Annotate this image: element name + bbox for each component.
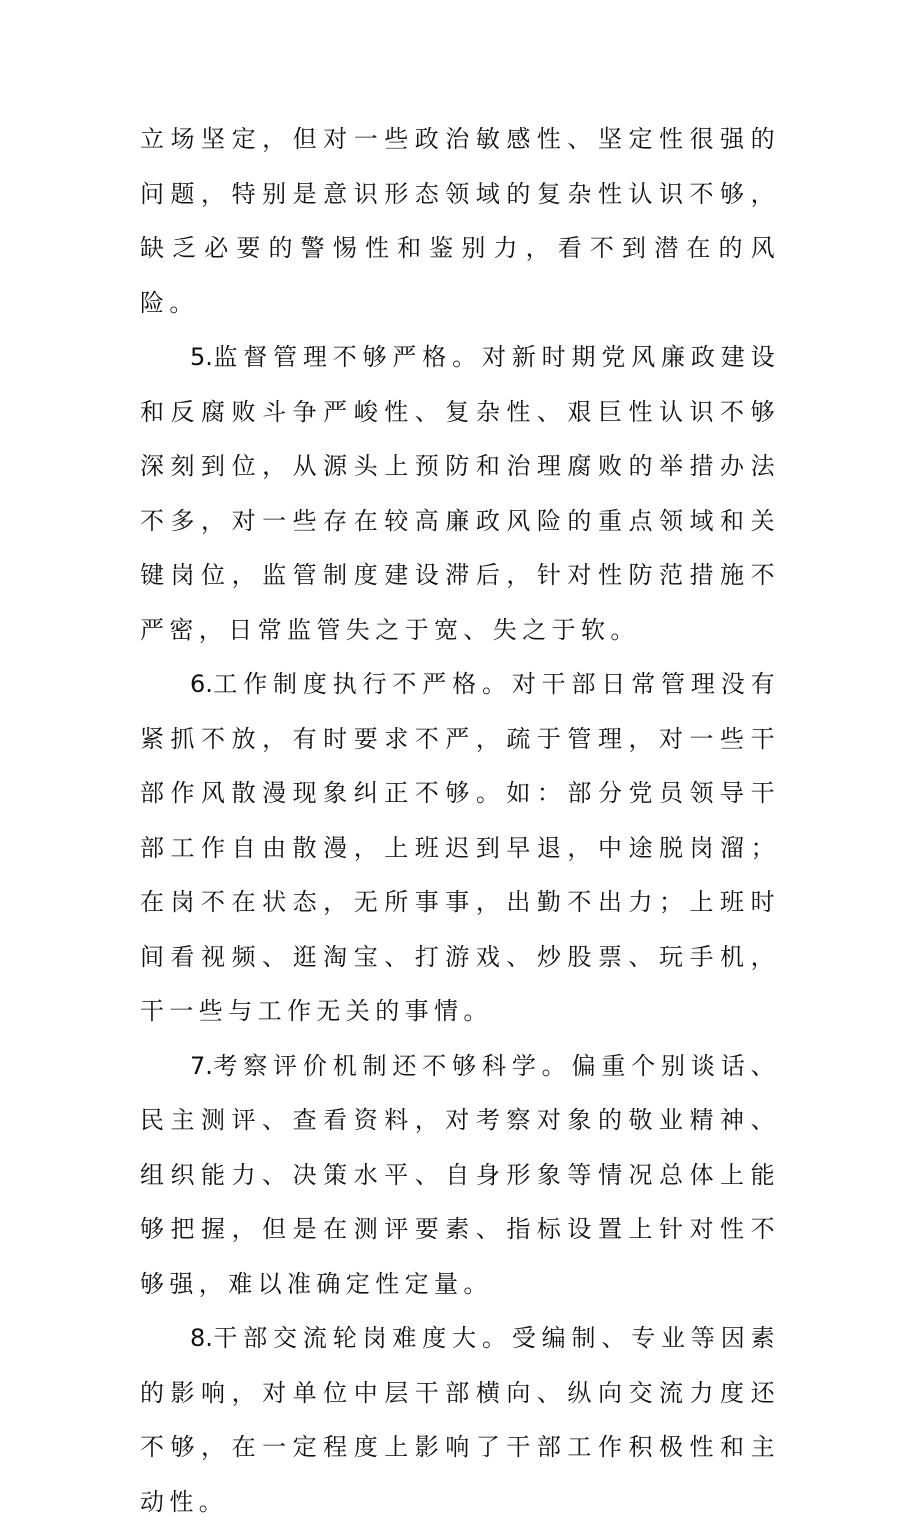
paragraph-number: 8.	[190, 1324, 213, 1352]
paragraph-text: 工作制度执行不严格。对干部日常管理没有紧抓不放，有时要求不严，疏于管理，对一些干部作风散漫现象纠正不够。如：部分党员领导干部工作自由散漫，上班迟到早退，中途脱岗溜；在岗不在状态，无所事事，出勤不出力；上班时间看视频、逛淘宝、打游戏、炒股票、玩手机，干一些与工作无关的事情。	[140, 670, 780, 1025]
paragraph-item-7	[140, 1039, 780, 1312]
paragraph-item-8	[140, 1311, 780, 1529]
paragraph-text: 立场坚定，但对一些政治敏感性、坚定性很强的问题，特别是意识形态领域的复杂性认识不够，缺乏必要的警惕性和鉴别力，看不到潜在的风险。	[140, 125, 780, 317]
paragraph-item-5	[140, 330, 780, 657]
paragraph-continuation	[140, 112, 780, 330]
paragraph-number: 7.	[190, 1051, 213, 1080]
paragraph-text: 干部交流轮岗难度大。受编制、专业等因素的影响，对单位中层干部横向、纵向交流力度还不够，在一定程度上影响了干部工作积极性和主动性。	[140, 1324, 780, 1516]
document-body	[140, 112, 780, 1529]
paragraph-text: 监督管理不够严格。对新时期党风廉政建设和反腐败斗争严峻性、复杂性、艰巨性认识不够深刻到位，从源头上预防和治理腐败的举措办法不多，对一些存在较高廉政风险的重点领域和关键岗位，监管制度建设滞后，针对性防范措施不严密，日常监管失之于宽、失之于软。	[140, 343, 780, 644]
paragraph-item-6	[140, 657, 780, 1039]
paragraph-text: 考察评价机制还不够科学。偏重个别谈话、民主测评、查看资料，对考察对象的敬业精神、组织能力、决策水平、自身形象等情况总体上能够把握，但是在测评要素、指标设置上针对性不够强，难以准确定性定量。	[140, 1051, 780, 1298]
paragraph-number: 6.	[190, 670, 213, 698]
paragraph-number: 5.	[190, 343, 213, 371]
